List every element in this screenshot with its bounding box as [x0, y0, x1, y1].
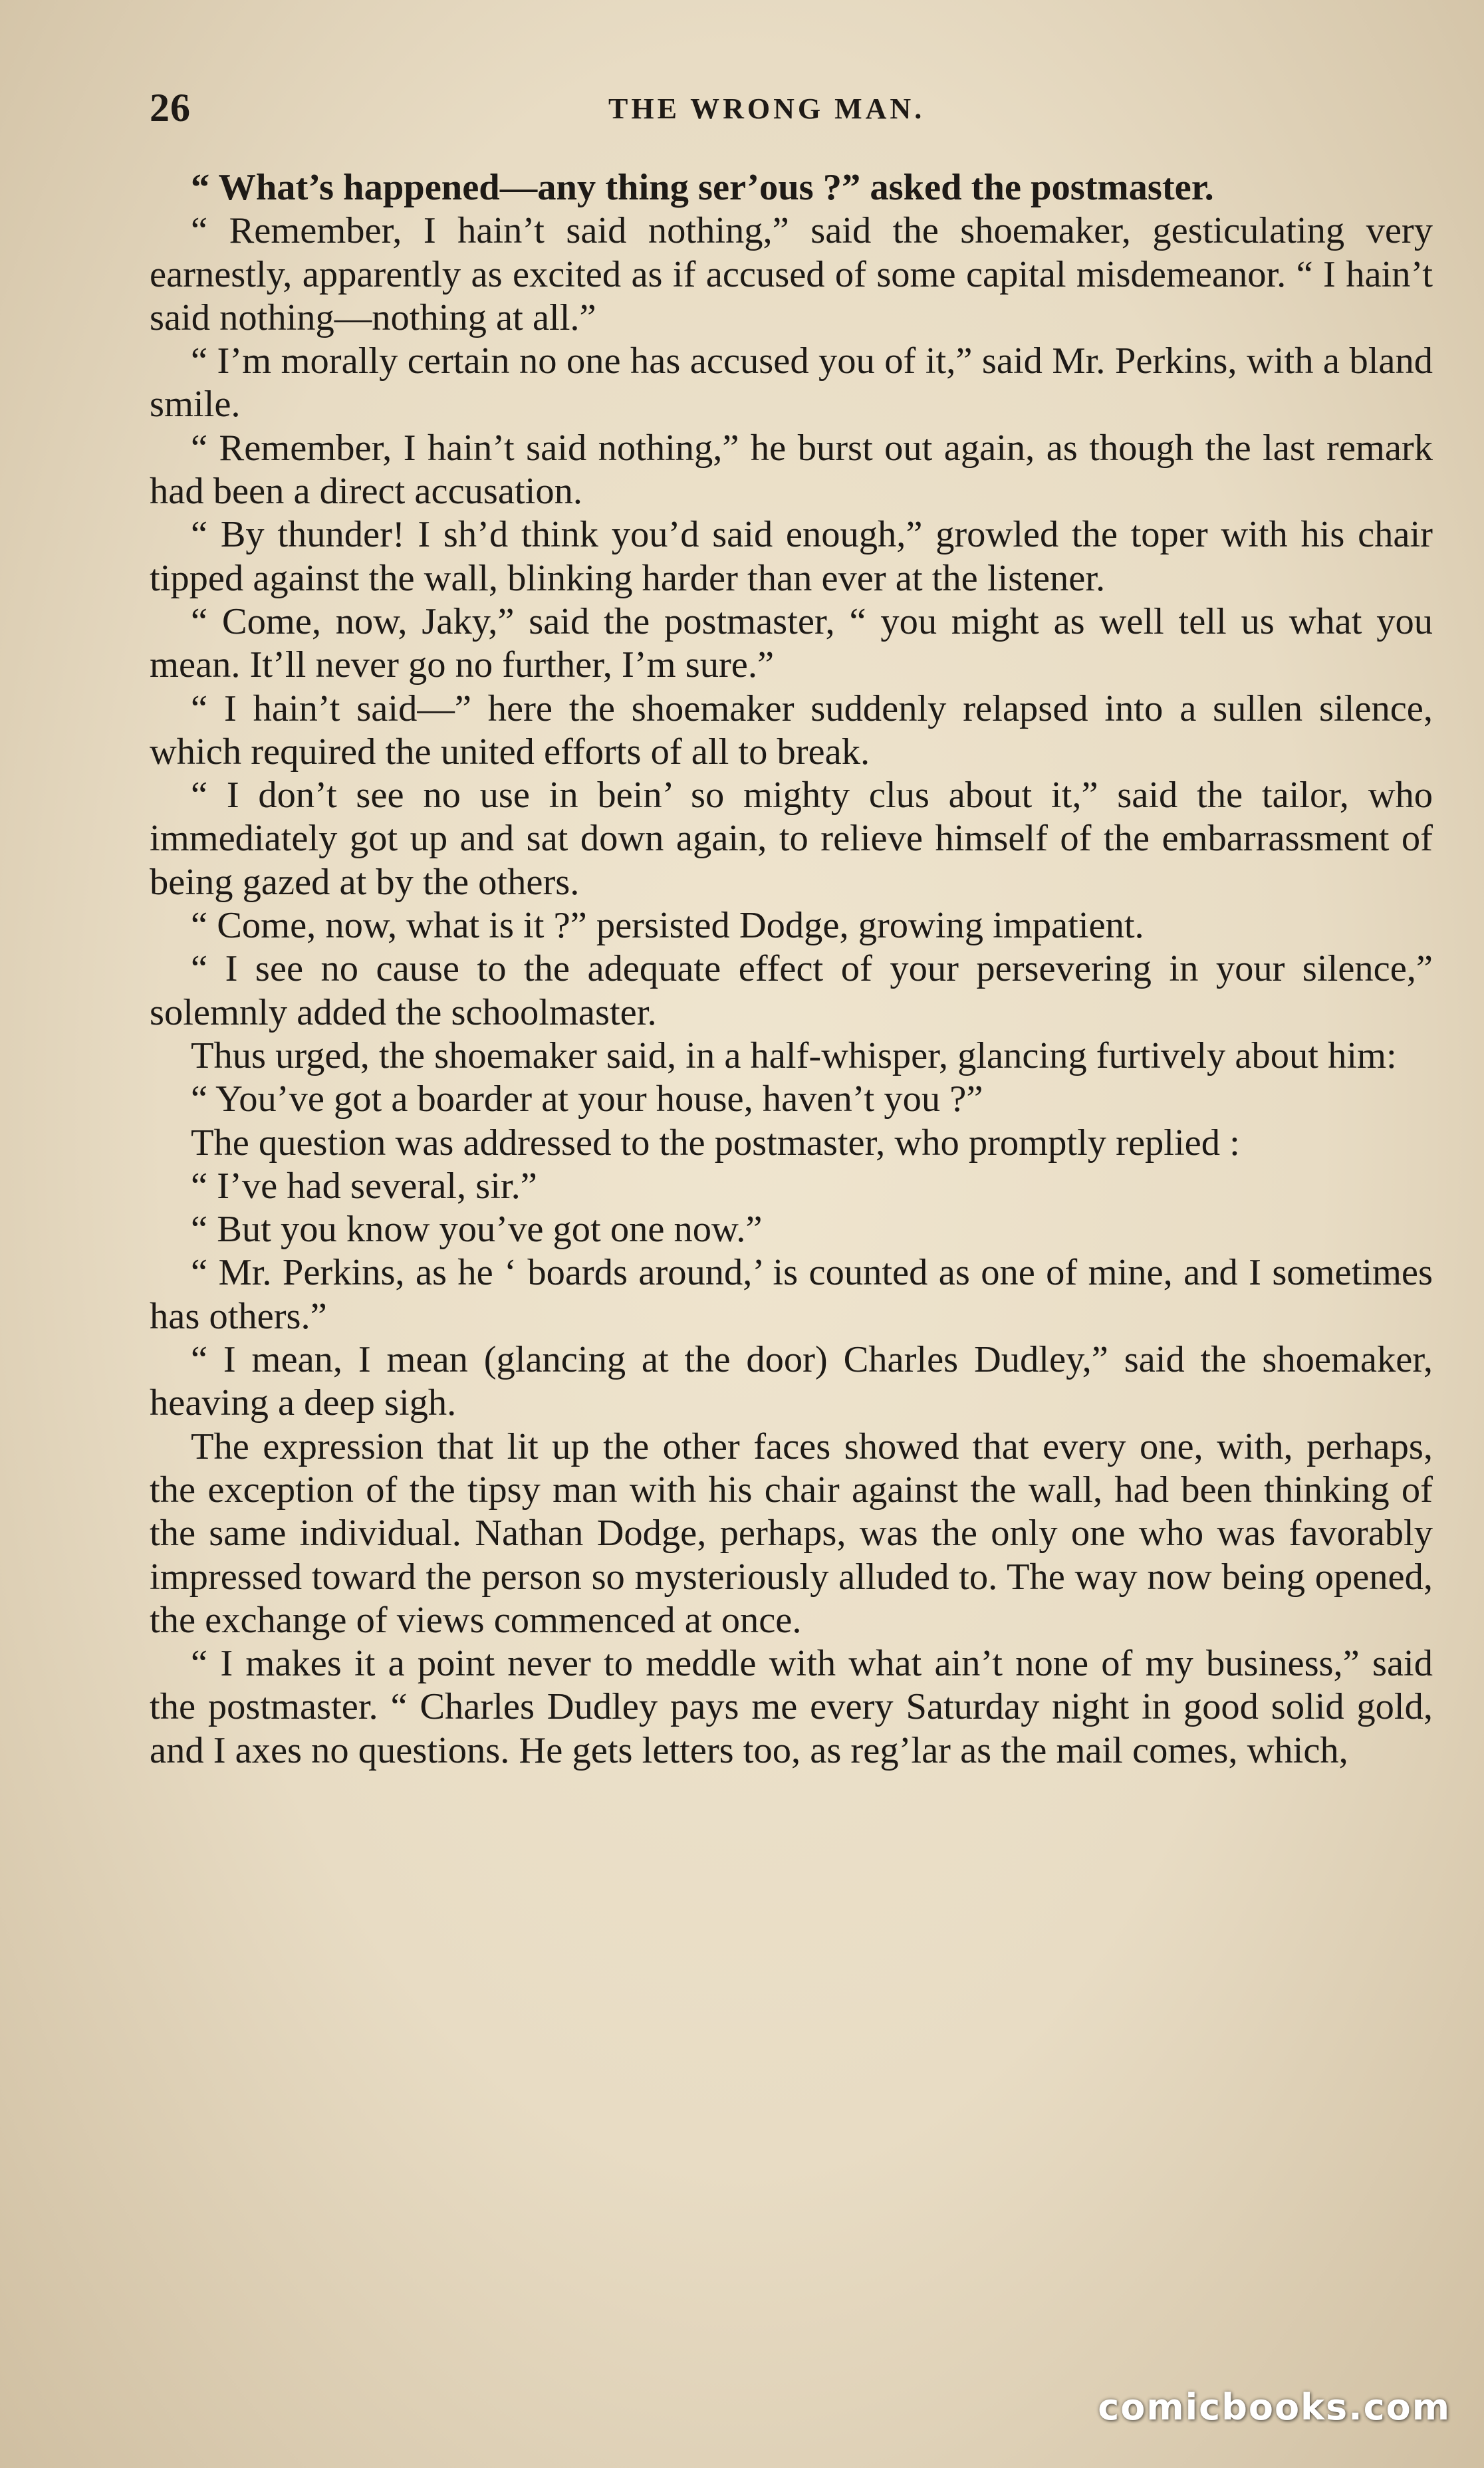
paragraph: “ Come, now, what is it ?” persisted Dodge, growing impatient. — [191, 905, 1144, 947]
paragraph: “ I see no cause to the adequate effect of your persevering in your silence,” solemnly added the schoolmaster. — [150, 948, 1433, 1033]
paragraph: “ I’m morally certain no one has accused you of it,” said Mr. Perkins, with a bland smile. — [150, 340, 1433, 426]
paragraph: “ I makes it a point never to meddle with what ain’t none of my business,” said the postmaster. “ Charles Dudley pays me every Saturday night in good solid gold, and I axes no questions. He gets letters too, as reg’lar as the mail comes, which, — [150, 1643, 1433, 1771]
body-text — [150, 166, 1433, 1773]
page-header — [150, 85, 1426, 138]
paragraph: Thus urged, the shoemaker said, in a half-whisper, glancing furtively about him: — [191, 1035, 1397, 1076]
paragraph: “ You’ve got a boarder at your house, haven’t you ?” — [191, 1078, 983, 1120]
paragraph: “ Come, now, Jaky,” said the postmaster, “ you might as well tell us what you mean. It’ll never go no further, I’m sure.” — [150, 600, 1433, 686]
paragraph: “ I don’t see no use in bein’ so mighty clus about it,” said the tailor, who immediately got up and sat down again, to relieve himself of the embarrassment of being gazed at by the others. — [150, 775, 1433, 903]
page-number: 26 — [150, 86, 191, 130]
running-title: THE WRONG MAN. — [608, 92, 926, 125]
paragraph: The expression that lit up the other faces showed that every one, with, perhaps, the exception of the tipsy man with his chair against the wall, had been thinking of the same individual. Nathan Dodge, perhaps, was the only one who was favorably impressed toward the person so mysteriously alluded to. The way now being opened, the exchange of views commenced at once. — [150, 1425, 1433, 1641]
paragraph: “ But you know you’ve got one now.” — [191, 1209, 763, 1251]
watermark: comicbooks.com — [1098, 2386, 1451, 2428]
paragraph: “ Remember, I hain’t said nothing,” he burst out again, as though the last remark had been a direct accusation. — [150, 427, 1433, 513]
paragraph: The question was addressed to the postmaster, who promptly replied : — [191, 1122, 1240, 1164]
paragraph: “ Remember, I hain’t said nothing,” said the shoemaker, gesticulating very earnestly, apparently as excited as if accused of some capital misdemeanor. “ I hain’t said nothing—nothing at all.” — [150, 210, 1433, 338]
paragraph: “ What’s happened—any thing ser’ous ?” asked the postmaster. — [191, 167, 1214, 208]
paragraph: “ By thunder! I sh’d think you’d said enough,” growled the toper with his chair tipped against the wall, blinking harder than ever at the listener. — [150, 514, 1433, 599]
paragraph: “ I’ve had several, sir.” — [191, 1165, 537, 1207]
paragraph: “ Mr. Perkins, as he ‘ boards around,’ is counted as one of mine, and I sometimes has others.” — [150, 1252, 1433, 1337]
paragraph: “ I mean, I mean (glancing at the door) Charles Dudley,” said the shoemaker, heaving a deep sigh. — [150, 1339, 1433, 1424]
paragraph: “ I hain’t said—” here the shoemaker suddenly relapsed into a sullen silence, which required the united efforts of all to break. — [150, 687, 1433, 773]
